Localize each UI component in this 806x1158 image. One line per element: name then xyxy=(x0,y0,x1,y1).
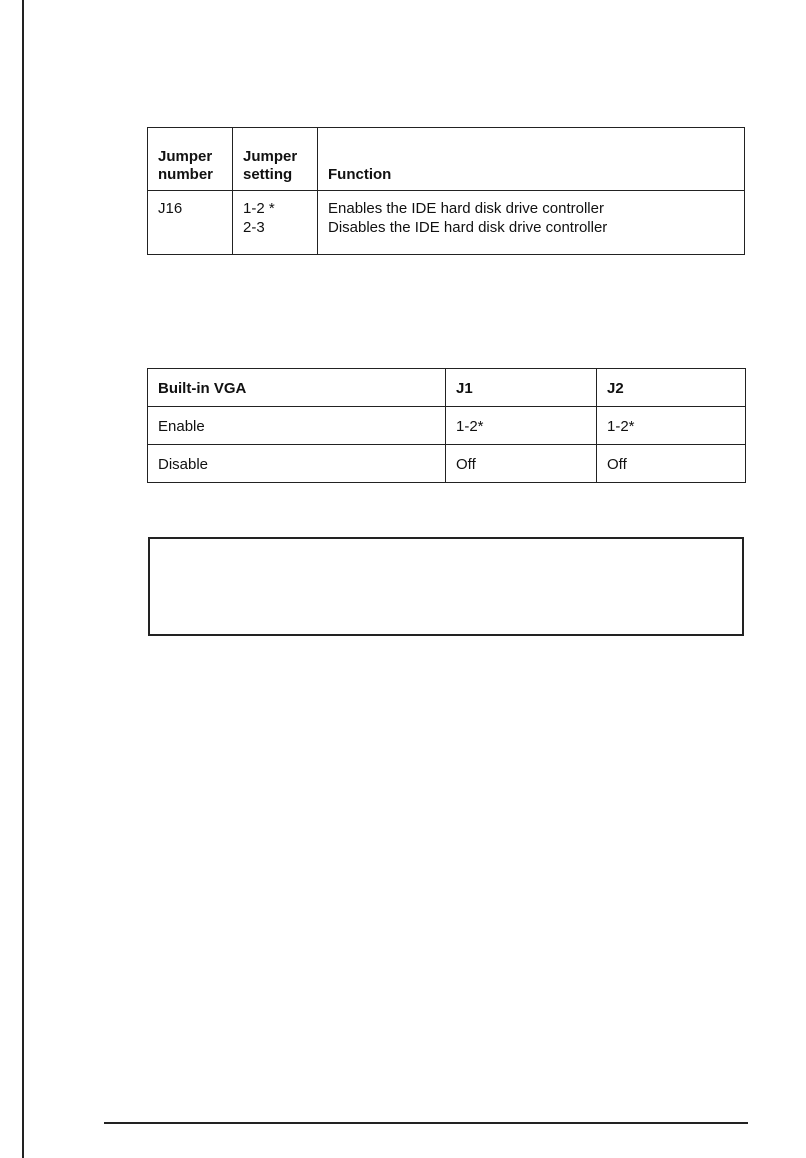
empty-note-box xyxy=(148,537,744,636)
table-row xyxy=(148,191,745,255)
jumper-setting-cell: 1-2 * 2-3 xyxy=(233,191,318,255)
table-header-row xyxy=(148,128,745,191)
j1-setting-cell: 1-2* xyxy=(446,407,597,445)
header-j1: J1 xyxy=(446,369,597,407)
page-edge-rule xyxy=(22,0,24,1158)
j2-setting-cell: 1-2* xyxy=(597,407,746,445)
vga-option-cell: Disable xyxy=(148,445,446,483)
header-built-in-vga: Built-in VGA xyxy=(148,369,446,407)
header-jumper-number: Jumper number xyxy=(148,128,233,191)
table-row xyxy=(148,445,746,483)
footer-rule xyxy=(104,1122,748,1124)
function-cell: Enables the IDE hard disk drive controller Disables the IDE hard disk drive controller xyxy=(318,191,745,255)
jumper-number-cell: J16 xyxy=(148,191,233,255)
header-function: Function xyxy=(318,128,745,191)
table-row xyxy=(148,407,746,445)
j2-setting-cell: Off xyxy=(597,445,746,483)
header-j2: J2 xyxy=(597,369,746,407)
vga-option-cell: Enable xyxy=(148,407,446,445)
vga-jumper-table xyxy=(147,368,746,483)
j1-setting-cell: Off xyxy=(446,445,597,483)
ide-jumper-table xyxy=(147,127,745,255)
table-header-row xyxy=(148,369,746,407)
header-jumper-setting: Jumper setting xyxy=(233,128,318,191)
